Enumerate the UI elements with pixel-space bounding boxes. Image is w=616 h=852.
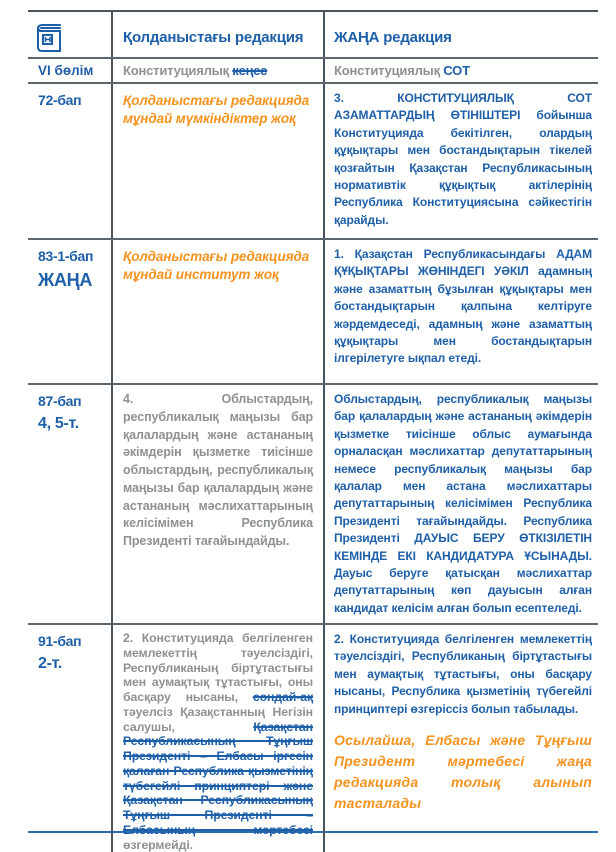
old-edition-text: Конституциялық кеңес [123,63,268,78]
article-label: 91-бап [38,633,82,649]
old-edition-note: Қолданыстағы редакцияда мұндай институт жоқ [123,249,310,282]
header-old-edition-cell [113,12,325,57]
table-row-91 [28,625,598,852]
table-row-83-1 [28,240,598,385]
new-edition-text: 1. Қазақстан Республикасындағы АДАМ ҚҰҚЫҚТАРЫ ЖӨНІНДЕГІ УӘКІЛ адамның және азаматтың бұзылған құқықтары мен бостандықтарын қалпына келтіруге жәрдемдеседі, адамның және азаматтың құқықтары мен бостандықтарын ілгерілетуге ықпал етеді. [334,247,592,366]
article-label: 87-бап [38,393,82,409]
new-edition-text: Конституциялық СОТ [334,63,470,78]
new-edition-text: 3. КОНСТИТУЦИЯЛЫҚ СОТ АЗАМАТТАРДЫҢ ӨТІНІШТЕРІ бойынша Конституцияда бекітілген, олардың құқықтары мен бостандықтарын тікелей қозғайтын Қазақстан Республикасының нормативтік құқықтық актілерінің Республика Конституциясына сәйкестігін қарайды. [334,91,592,227]
new-edition-text: 2. Конституцияда белгіленген мемлекеттің тәуелсіздігі, Республиканың біртұтастығы мен аумақтық тұтастығы, оны басқару нысаны, Республика қызметінің түбегейлі принциптері өзгеріссіз болып табылады. [334,632,592,716]
new-edition-comment: Осылайша, Елбасы және Тұңғыш Президент мәртебесі жаңа редакцияда толық алынып тасталады [334,731,592,811]
article-clause: 2-т. [38,655,62,672]
new-edition-cell [325,84,598,238]
new-edition-cell [325,625,598,852]
article-label: 83-1-бап [38,248,94,264]
new-edition-cell [325,385,598,623]
header-new-edition-cell [325,12,598,57]
old-edition-cell [113,84,325,238]
table-header-row [28,12,598,59]
new-edition-header: ЖАҢА редакция [334,29,452,46]
article-cell [28,59,113,82]
new-edition-cell [325,59,598,82]
article-cell [28,240,113,383]
table-row-87 [28,385,598,625]
old-edition-text: 2. Конституцияда белгіленген мемлекеттің тәуелсіздігі, Республиканың біртұтастығы мен аумақтық тұтастығы, оны басқару нысаны, сондай-ақ тәуелсіз Қазақстанның Негізін салушы, Қазақстан Республикасының Тұңғыш Президенті – Елбасы іргесін қалаған Республика қызметінің түбегейлі принциптері және Қазақстан Республикасының Тұңғыш Президенті – Елбасының мәртебесі өзгермейді. [123,631,313,852]
article-label: 72-бап [38,92,82,108]
comparison-table [28,10,598,852]
old-edition-cell [113,59,325,82]
table-row-72 [28,84,598,240]
article-new-tag: ЖАҢА [38,270,93,290]
old-edition-note: Қолданыстағы редакцияда мұндай мүмкіндіктер жоқ [123,93,310,126]
old-edition-cell [113,625,325,852]
article-cell [28,385,113,623]
old-edition-header: Қолданыстағы редакция [123,29,304,46]
article-label: VI бөлім [38,63,94,78]
article-clause: 4, 5-т. [38,415,79,432]
table-row-vi-bolim [28,59,598,84]
new-edition-cell [325,240,598,383]
old-edition-cell [113,385,325,623]
article-cell [28,625,113,852]
old-edition-cell [113,240,325,383]
new-edition-text: Облыстардың, республикалық маңызы бар қалалардың және астананың әкімдерін қызметке тиісінше облыс аумағында орналасқан мәслихаттар депутаттарының немесе республикалық маңызы бар қалалар мен астана мәслихаттары депутаттарының келісімімен Республика Президенті тағайындайды. Республика Президенті ДАУЫС БЕРУ ӨТКІЗІЛЕТІН КЕМІНДЕ ЕКІ КАНДИДАТУРА ҰСЫНАДЫ. Дауыс беруге қатысқан мәслихаттар депутаттарының көп дауысын алған кандидат келісім алған болып есептеледі. [334,392,592,615]
article-cell [28,84,113,238]
old-edition-text: 4. Облыстардың, республикалық маңызы бар қалалардың және астананың әкімдерін қызметке тиісінше облыстардың, республикалық маңызы бар қалалардың және астананың мәслихаттарының келісімімен Республика Президенті тағайындайды. [123,392,313,548]
book-icon [32,20,68,56]
header-icon-cell [28,12,113,57]
